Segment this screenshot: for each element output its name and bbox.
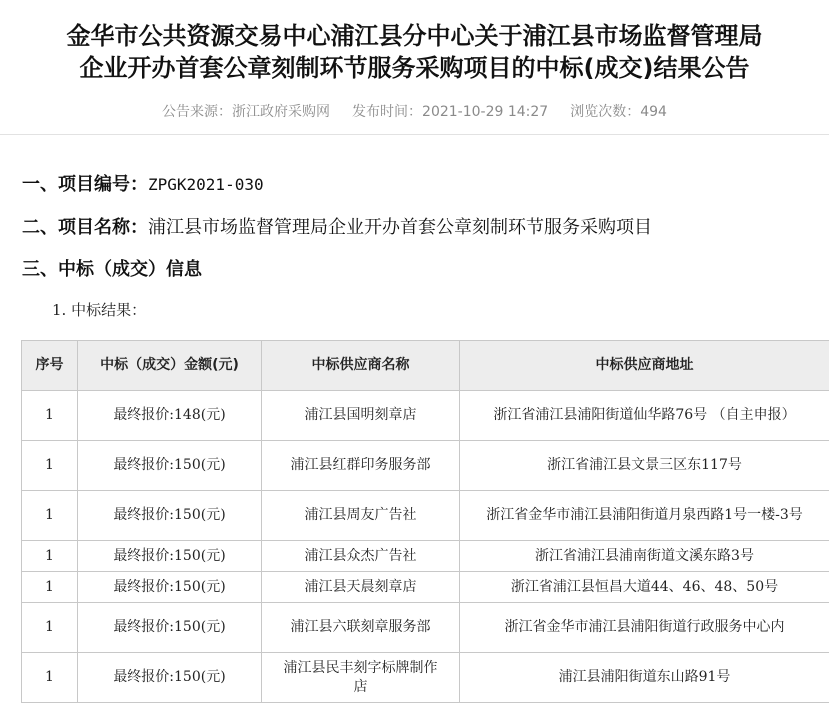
header-seq: 序号: [22, 341, 78, 391]
table-row: [22, 391, 829, 441]
cell-supplier-name: 浦江县周友广告社: [262, 491, 460, 541]
cell-supplier-name: 浦江县众杰广告社: [262, 541, 460, 572]
cell-seq: 1: [22, 491, 78, 541]
cell-seq: 1: [22, 603, 78, 653]
notice-publish-time: 发布时间：2021-10-29 14:27: [352, 104, 549, 120]
notice-title: [0, 20, 829, 84]
cell-amount: 最终报价:150(元): [78, 491, 262, 541]
table-row: [22, 541, 829, 572]
notice-title-line-2: 企业开办首套公章刻制环节服务采购项目的中标(成交)结果公告: [79, 54, 750, 82]
cell-supplier-address: 浙江省金华市浦江县浦阳街道行政服务中心内: [460, 603, 829, 653]
cell-amount: 最终报价:150(元): [78, 572, 262, 603]
cell-seq: 1: [22, 572, 78, 603]
award-result-subheading: 1. 中标结果：: [52, 301, 147, 319]
section-project-name-heading: 二、项目名称：: [22, 217, 148, 238]
cell-supplier-name: 浦江县民丰刻字标牌制作店: [262, 653, 460, 703]
cell-supplier-address: 浙江省浦江县文景三区东117号: [460, 441, 829, 491]
cell-supplier-address: 浙江省浦江县浦南街道文溪东路3号: [460, 541, 829, 572]
cell-supplier-name: 浦江县天晨刻章店: [262, 572, 460, 603]
cell-amount: 最终报价:148(元): [78, 391, 262, 441]
project-number-value: ZPGK2021-030: [148, 175, 264, 194]
cell-supplier-address: 浙江省浦江县恒昌大道44、46、48、50号: [460, 572, 829, 603]
cell-amount: 最终报价:150(元): [78, 653, 262, 703]
cell-seq: 1: [22, 541, 78, 572]
section-award-info: [22, 255, 202, 281]
cell-amount: 最终报价:150(元): [78, 541, 262, 572]
cell-supplier-name: 浦江县国明刻章店: [262, 391, 460, 441]
section-project-number: [22, 170, 264, 196]
table-row: [22, 572, 829, 603]
cell-seq: 1: [22, 441, 78, 491]
notice-source: 公告来源：浙江政府采购网: [162, 104, 331, 120]
table-row: [22, 441, 829, 491]
cell-supplier-address: 浦江县浦阳街道东山路91号: [460, 653, 829, 703]
cell-supplier-address: 浙江省金华市浦江县浦阳街道月泉西路1号一楼-3号: [460, 491, 829, 541]
table-row: [22, 603, 829, 653]
table-header-row: [22, 341, 829, 391]
section-project-name: [22, 213, 652, 239]
divider: [0, 134, 829, 135]
header-amount: 中标（成交）金额(元): [78, 341, 262, 391]
cell-supplier-address: 浙江省浦江县浦阳街道仙华路76号 （自主申报）: [460, 391, 829, 441]
cell-amount: 最终报价:150(元): [78, 441, 262, 491]
table-row: [22, 491, 829, 541]
header-supplier-address: 中标供应商地址: [460, 341, 829, 391]
cell-seq: 1: [22, 391, 78, 441]
notice-title-line-1: 金华市公共资源交易中心浦江县分中心关于浦江县市场监督管理局: [66, 22, 763, 50]
section-award-info-heading: 三、中标（成交）信息: [22, 259, 202, 280]
award-result-table: [21, 340, 829, 703]
project-name-value: 浦江县市场监督管理局企业开办首套公章刻制环节服务采购项目: [148, 217, 652, 238]
notice-views: 浏览次数：494: [570, 104, 667, 120]
table-row: [22, 653, 829, 703]
notice-meta: [0, 101, 829, 121]
header-supplier-name: 中标供应商名称: [262, 341, 460, 391]
cell-seq: 1: [22, 653, 78, 703]
section-project-number-heading: 一、项目编号：: [22, 174, 148, 195]
cell-amount: 最终报价:150(元): [78, 603, 262, 653]
cell-supplier-name: 浦江县六联刻章服务部: [262, 603, 460, 653]
cell-supplier-name: 浦江县红群印务服务部: [262, 441, 460, 491]
